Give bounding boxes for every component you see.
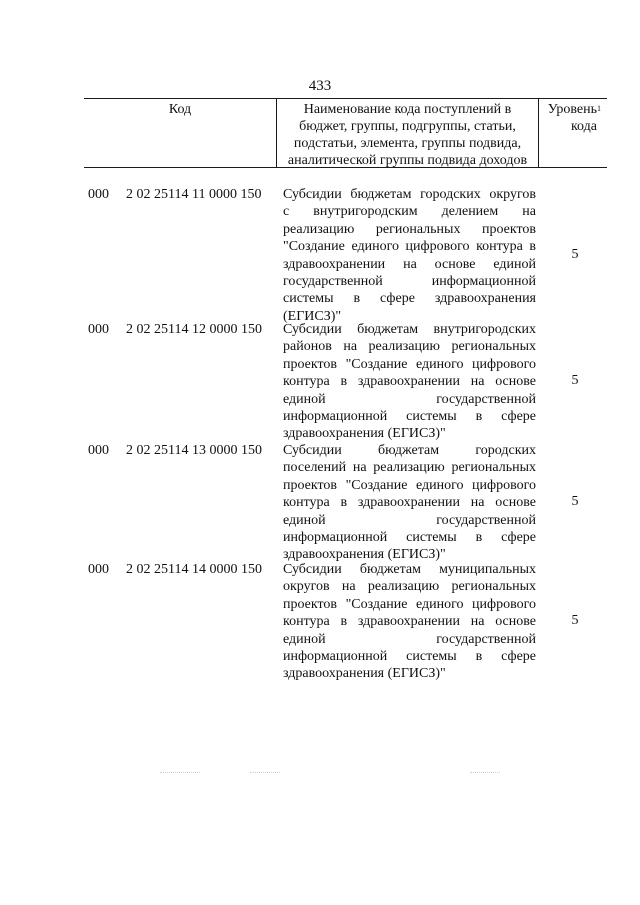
level-column-header-text: Уровень кода xyxy=(547,102,597,134)
revenue-description xyxy=(283,442,536,564)
page-number: 433 xyxy=(308,78,332,94)
description-line: реализацию региональных проектов xyxy=(283,221,536,237)
description-line: единой государственной xyxy=(283,391,536,407)
code-level: 5 xyxy=(571,613,579,628)
description-line: (ЕГИСЗ)" xyxy=(283,308,342,324)
revenue-description xyxy=(283,561,536,683)
revenue-code: 2 02 25114 14 0000 150 xyxy=(126,562,262,577)
scan-artifact xyxy=(470,772,500,774)
admin-code: 000 xyxy=(88,187,109,202)
revenue-description xyxy=(283,321,536,443)
scan-artifact xyxy=(160,772,200,774)
description-line: Субсидии бюджетам внутригородских xyxy=(283,322,536,337)
admin-code: 000 xyxy=(88,562,109,577)
description-line: здравоохранения (ЕГИСЗ)" xyxy=(283,666,446,682)
name-column-header-text: Наименование кода поступлений в бюджет, группы, подгруппы, статьи, подстатьи, элемента, группы подвида, аналитической группы подвида доходов xyxy=(287,102,528,168)
description-line: "Создание единого цифрового контура в xyxy=(283,239,536,255)
level-footnote-marker: 1 xyxy=(597,104,601,113)
description-line: проектов "Создание единого цифрового xyxy=(283,356,536,372)
description-line: проектов "Создание единого цифрового xyxy=(283,596,536,612)
description-line: государственной информационной xyxy=(283,273,536,289)
description-line: Субсидии бюджетам городских xyxy=(283,443,536,458)
description-line: контура в здравоохранении на основе xyxy=(283,495,536,511)
description-line: районов на реализацию региональных xyxy=(283,339,536,355)
code-column-header: Код xyxy=(168,102,192,117)
description-line: информационной системы в сфере xyxy=(283,529,536,545)
description-line: округов на реализацию региональных xyxy=(283,579,536,595)
table-header xyxy=(84,98,607,168)
admin-code: 000 xyxy=(88,322,109,337)
level-column-header xyxy=(539,99,607,167)
description-line: с внутригородским делением на xyxy=(283,204,536,220)
revenue-code: 2 02 25114 12 0000 150 xyxy=(126,322,262,337)
description-line: информационной системы в сфере xyxy=(283,648,536,664)
description-line: Субсидии бюджетам муниципальных xyxy=(283,562,536,577)
description-line: контура в здравоохранении на основе xyxy=(283,374,536,390)
description-line: единой государственной xyxy=(283,631,536,647)
description-line: Субсидии бюджетам городских округов xyxy=(283,187,536,202)
description-line: поселений на реализацию региональных xyxy=(283,460,536,476)
description-line: информационной системы в сфере xyxy=(283,408,536,424)
revenue-description xyxy=(283,186,536,325)
description-line: проектов "Создание единого цифрового xyxy=(283,477,536,493)
description-line: здравоохранения (ЕГИСЗ)" xyxy=(283,426,446,442)
description-line: здравоохранения (ЕГИСЗ)" xyxy=(283,547,446,563)
description-line: контура в здравоохранении на основе xyxy=(283,614,536,630)
description-line: единой государственной xyxy=(283,512,536,528)
description-line: системы в сфере здравоохранения xyxy=(283,291,536,307)
revenue-code: 2 02 25114 13 0000 150 xyxy=(126,443,262,458)
scan-artifact xyxy=(250,772,280,774)
admin-code: 000 xyxy=(88,443,109,458)
name-column-header xyxy=(276,99,539,167)
description-line: здравоохранении на основе единой xyxy=(283,256,536,272)
code-level: 5 xyxy=(571,247,579,262)
code-level: 5 xyxy=(571,373,579,388)
code-level: 5 xyxy=(571,494,579,509)
revenue-code: 2 02 25114 11 0000 150 xyxy=(126,187,262,202)
